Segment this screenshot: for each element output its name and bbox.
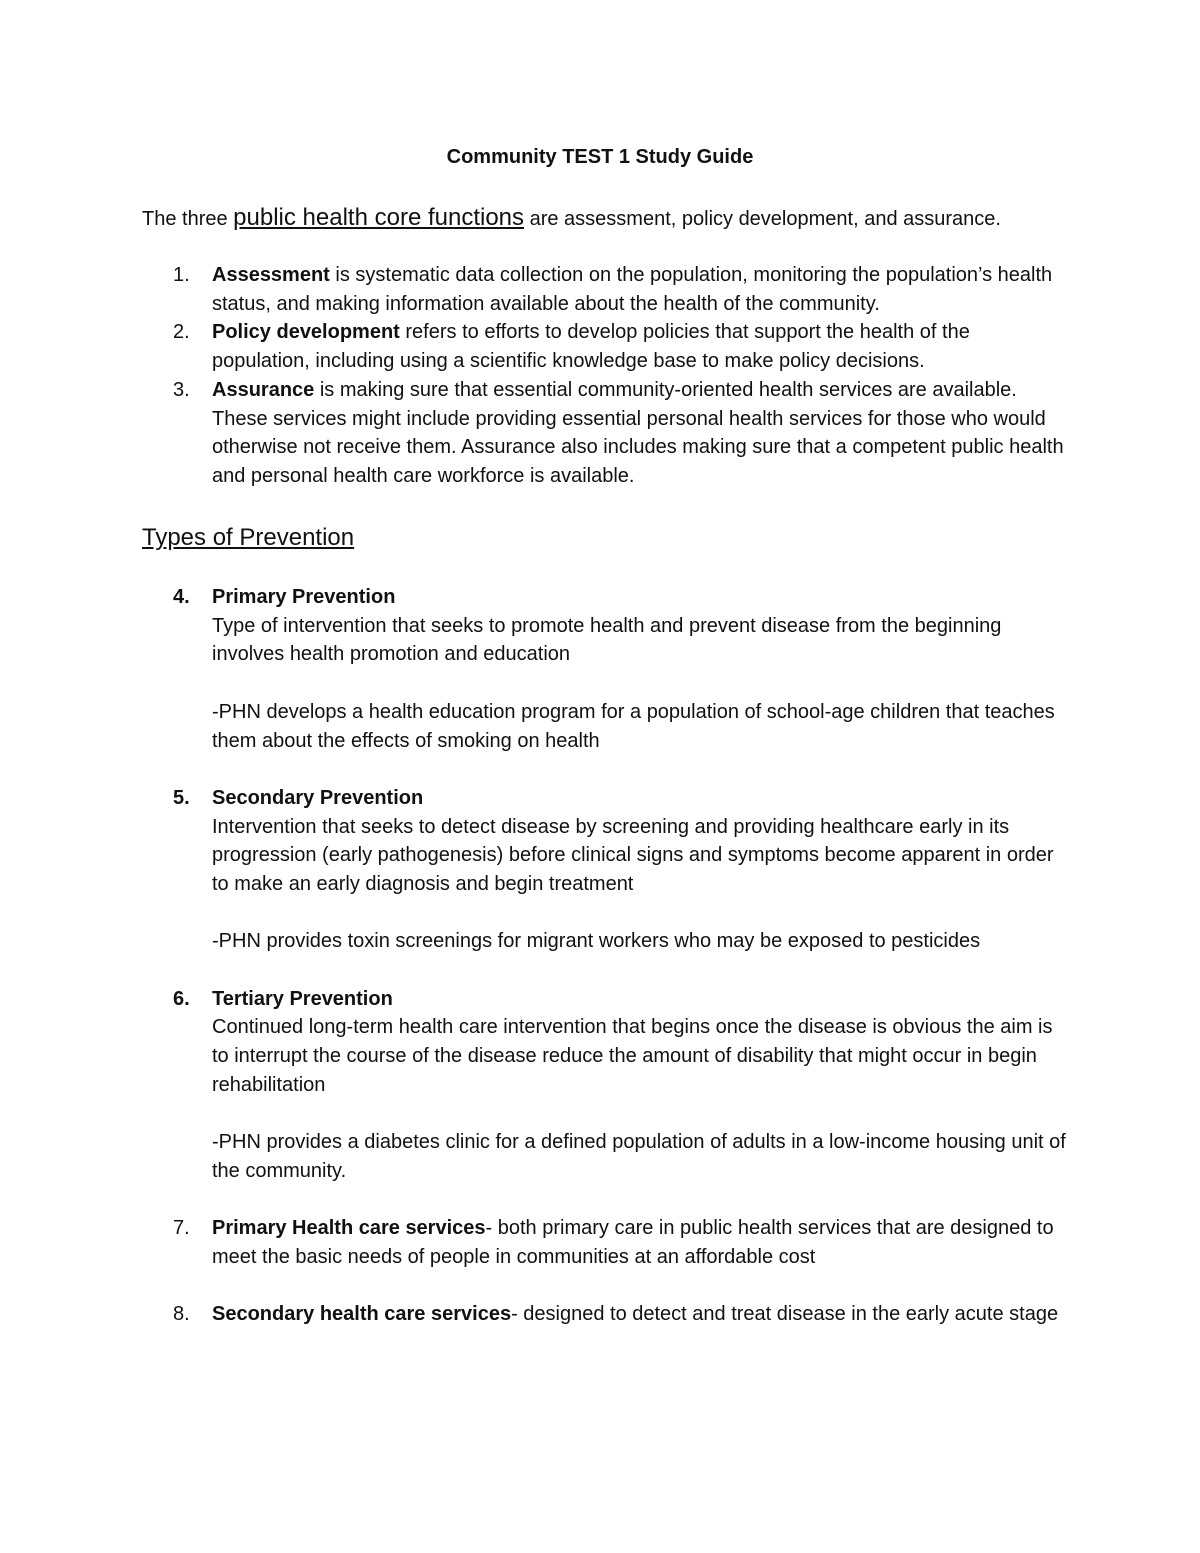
- list-item-primary-health-care-services: [142, 1214, 1072, 1271]
- list-item-assurance: [142, 376, 1072, 491]
- list-number: 6.: [173, 987, 190, 1010]
- list-number: 1.: [173, 264, 190, 286]
- intro-suffix: are assessment, policy development, and assurance.: [524, 208, 1001, 230]
- list-text: is systematic data collection on the population, monitoring the population’s health status, and making information available about the health of the community.: [212, 264, 1053, 315]
- list-example: -PHN provides a diabetes clinic for a defined population of adults in a low-income housing unit of the community.: [212, 1131, 1066, 1182]
- list-number: 8.: [173, 1303, 190, 1326]
- list-term: Secondary health care services: [212, 1303, 512, 1326]
- list-item-policy-development: [142, 318, 1072, 375]
- prevention-list: [142, 583, 1072, 1329]
- list-number: 3.: [173, 378, 190, 401]
- list-text: - designed to detect and treat disease in the early acute stage: [511, 1303, 1059, 1326]
- list-term: Policy development: [212, 321, 400, 344]
- core-functions-list: [142, 261, 1072, 491]
- intro-paragraph: [142, 203, 1001, 234]
- list-term: Primary Health care services: [212, 1217, 486, 1240]
- list-definition: Type of intervention that seeks to promote health and prevent disease from the beginning involves health promotion and education: [212, 614, 1002, 666]
- list-item-primary-prevention: [142, 583, 1072, 755]
- list-item-tertiary-prevention: [142, 985, 1072, 1186]
- list-definition: Continued long-term health care intervention that begins once the disease is obvious the aim is to interrupt the course of the disease reduce the amount of disability that might occur in begin rehabilitation: [212, 1016, 1053, 1096]
- list-definition: Intervention that seeks to detect disease by screening and providing healthcare early in its progression (early pathogenesis) before clinical signs and symptoms become apparent in order to make an early diagnosis and begin treatment: [212, 815, 1054, 895]
- list-term: Assessment: [212, 264, 330, 286]
- list-item-secondary-prevention: [142, 784, 1072, 956]
- list-text: - both primary care in public health services that are designed to meet the basic needs of people in communities at an affordable cost: [212, 1217, 1054, 1269]
- list-term: Tertiary Prevention: [212, 987, 393, 1010]
- list-term: Secondary Prevention: [212, 786, 424, 809]
- section-heading-prevention: Types of Prevention: [142, 524, 355, 551]
- list-term: Assurance: [212, 378, 315, 401]
- list-text: refers to efforts to develop policies that support the health of the population, including using a scientific knowledge base to make policy decisions.: [212, 321, 970, 373]
- list-item-secondary-health-care-services: [142, 1300, 1072, 1329]
- list-example: -PHN provides toxin screenings for migrant workers who may be exposed to pesticides: [212, 930, 981, 953]
- page-title: Community TEST 1 Study Guide: [446, 146, 754, 168]
- list-number: 2.: [173, 321, 190, 344]
- list-term: Primary Prevention: [212, 586, 396, 608]
- intro-prefix: The three: [142, 208, 234, 230]
- list-number: 5.: [173, 786, 190, 809]
- list-example: -PHN develops a health education program for a population of school-age children that teaches them about the effects of smoking on health: [212, 700, 1055, 752]
- list-number: 4.: [173, 586, 190, 608]
- list-item-assessment: [142, 261, 1072, 318]
- list-text: is making sure that essential community-oriented health services are available. These services might include providing essential personal health services for those who would otherwise not receive them. Assurance also includes making sure that a competent public health and personal health care workforce is available.: [212, 378, 1064, 487]
- intro-emphasis: public health core functions: [233, 204, 525, 231]
- list-number: 7.: [173, 1217, 190, 1240]
